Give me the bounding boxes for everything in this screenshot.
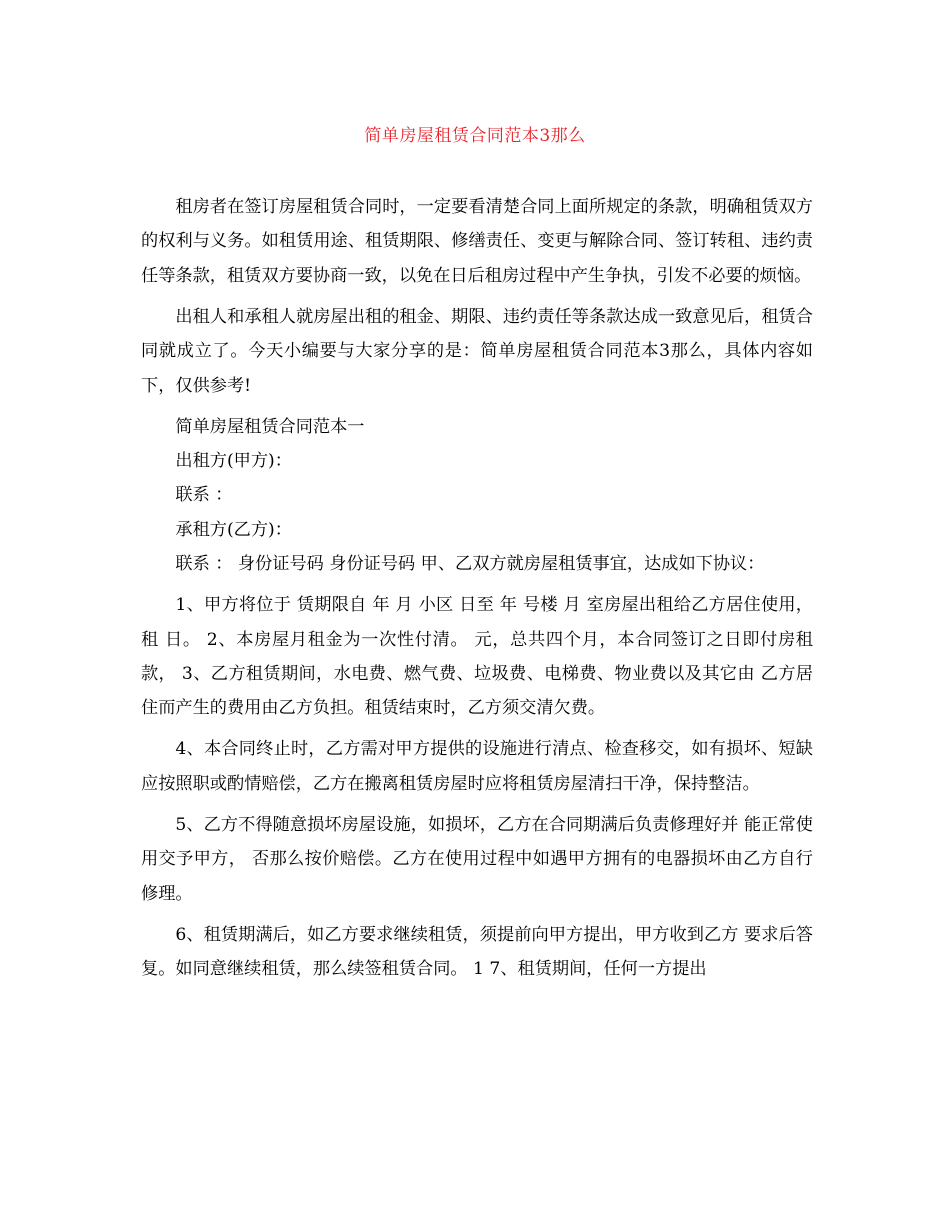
paragraph-template-heading: 简单房屋租赁合同范本一 xyxy=(175,416,365,437)
paragraph-clause-4: 4、本合同终止时，乙方需对甲方提供的设施进行清点、检查移交，如有损坏、短缺应按照职或酌情赔偿，乙方在搬离租赁房屋时应将租赁房屋清扫干净，保持整洁。 xyxy=(141,739,813,794)
paragraph-lessor-contact: 联系 ： xyxy=(175,485,233,506)
paragraph-summary: 出租人和承租人就房屋出租的租金、期限、违约责任等条款达成一致意见后，租赁合同就成立了。今天小编要与大家分享的是：简单房屋租赁合同范本3那么，具体内容如下，仅供参考! xyxy=(141,306,813,396)
document-body xyxy=(141,190,813,993)
paragraph-clause-5: 5、乙方不得随意损坏房屋设施，如损坏，乙方在合同期满后负责修理好并 能正常使用交予甲方， 否那么按价赔偿。乙方在使用过程中如遇甲方拥有的电器损坏由乙方自行修理。 xyxy=(141,814,813,904)
paragraph-lessee: 承租方(乙方)： xyxy=(175,519,292,540)
paragraph-clause-1: 1、甲方将位于 赁期限自 年 月 小区 日至 年 号楼 月 室房屋出租给乙方居住使用，租 日。 2、本房屋月租金为一次性付清。 元，总共四个月，本合同签订之日即付房租款， 3、乙方租赁期间，水电费、燃气费、垃圾费、电梯费、物业费以及其它由 乙方居住而产生的费用由乙方负担。租赁结束时，乙方须交清欠费。 xyxy=(141,595,813,719)
document-title: 简单房屋租赁合同范本3那么 xyxy=(364,126,586,146)
paragraph-lessor: 出租方(甲方)： xyxy=(175,451,292,472)
paragraph-intro: 租房者在签订房屋租赁合同时，一定要看清楚合同上面所规定的条款，明确租赁双方的权利与义务。如租赁用途、租赁期限、修缮责任、变更与解除合同、签订转租、违约责任等条款，租赁双方要协商一致，以免在日后租房过程中产生争执，引发不必要的烦恼。 xyxy=(141,197,813,286)
paragraph-lessee-contact: 联系 ： 身份证号码 身份证号码 甲、乙双方就房屋租赁事宜，达成如下协议： xyxy=(175,554,765,575)
paragraph-clause-6: 6、租赁期满后，如乙方要求继续租赁，须提前向甲方提出，甲方收到乙方 要求后答复。如同意继续租赁，那么续签租赁合同。 1 7、租赁期间，任何一方提出 xyxy=(141,924,813,980)
